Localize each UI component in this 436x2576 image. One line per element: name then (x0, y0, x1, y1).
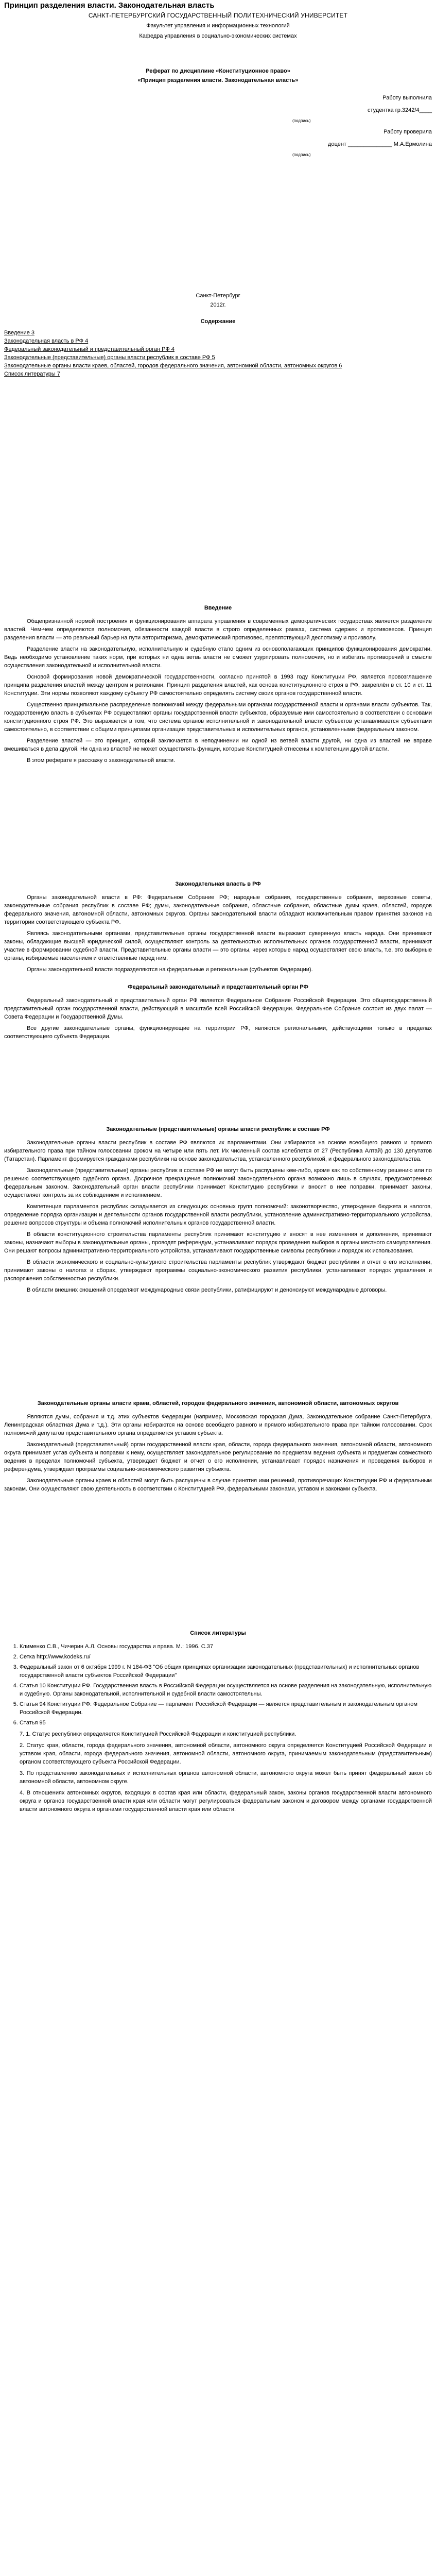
section-title: Законодательные (представительные) органы власти республик в составе РФ (106, 1126, 330, 1132)
paragraph: Законодательные органы власти республик в составе РФ являются их парламентами. Они избираются на основе всеобщего равного и прямого избирательного права при тайном голосовании сроком на четыре или пять лет. Их численный состав колеблется от 27 (Республика Алтай) до 130 депутатов (Татарстан). Парламент формируется гражданами республики на основе законодательства, установленного республикой, и федерального законодательства. (4, 1140, 432, 1162)
city: Санкт-Петербург (196, 293, 240, 299)
paragraph: Федеральный законодательный и представительный орган РФ является Федеральное Собрание Российской Федерации. Это общегосударственный представительный орган государственной власти, действующий в масштабе всей Российской Федерации. Федеральное Собрание состоит из двух палат — Совета Федерации и Государственной Думы. (4, 997, 432, 1020)
literature-list (20, 1642, 432, 1727)
list-item: 1. Клименко С.В., Чичерин А.Л. Основы государства и права. М.: 1996. С.37 (20, 1642, 432, 1651)
docent-line: доцент ______________ М.А.Ермолина (328, 141, 432, 147)
toc-item[interactable]: Введение 3 (4, 330, 34, 336)
section-title: Федеральный законодательный и представительный орган РФ (128, 984, 308, 990)
toc-item[interactable]: Федеральный законодательный и представительный орган РФ 4 (4, 346, 175, 352)
intro-title: Введение (204, 605, 232, 611)
paragraph: 4. В отношениях автономных округов, входящих в состав края или области, федеральный закон, законы органов государственной власти автономного округа и органов государственной власти края или области могут регулироваться федеральным законом и договором между органами государственной власти автономного округа и органами государственной власти края или области. (20, 1790, 432, 1812)
paragraph: Разделение властей — это принцип, который заключается в неподчинении ни одной из ветвей власти другой, ни одна из властей не вправе вмешиваться в дела другой. Ни одна из властей не может осуществлять функции, которые Конституцией отнесены к компетенции другой власти. (4, 738, 432, 752)
student-line: студентка гр.3242/4____ (368, 107, 432, 113)
toc-title: Содержание (200, 318, 236, 325)
toc-item[interactable]: Законодательные (представительные) органы власти республик в составе РФ 5 (4, 354, 215, 361)
paragraph: Общепризнанной нормой построения и функционирования аппарата управления в современных демократических государствах является разделение властей. Чем-чем определяются полномочия, обязанности каждой власти в строго определенных рамках, система сдержек и противовесов. Принцип разделения власти — это реальный барьер на пути авторитаризма, демократический противовес, препятствующий деспотизму и произволу. (4, 618, 432, 641)
paragraph: Органы законодательной власти в РФ: Федеральное Собрание РФ; народные собрания, государственные собрания, верховные советы, законодательные собрания республик в составе РФ; думы, законодательные собрания, областные собрания, областные думы краев, областей, городов федерального значения, автономной области, автономных округов. Органы законодательной власти обладают исключительным правом принятия законов на территории соответствующего субъекта РФ. (4, 894, 432, 925)
paragraph: В области конституционного строительства парламенты республик принимают конституцию и вносят в нее изменения и дополнения, принимают законы, назначают выборы в законодательные органы, проводят референдум, устанавливают порядок проведения выборов в органы местного самоуправления. Они решают вопросы административно-территориального устройства, устанавливают государственные символы республики и порядок их использования. (4, 1231, 432, 1254)
paragraph: Разделение власти на законодательную, исполнительную и судебную стало одним из основополагающих принципов функционирования демократии. Ведь необходимо установление таких норм, при которых ни одна ветвь власти не сможет узурпировать полномочия, но и избегать противоречий в смысле осуществления законодательной и исполнительной власти. (4, 646, 432, 669)
list-item: 3. Федеральный закон от 6 октября 1999 г. N 184-ФЗ "Об общих принципах организации законодательных (представительных) и исполнительных органов государственной власти субъектов Российской Федерации" (20, 1663, 432, 1680)
list-item: 2. Сетка http://www.kodeks.ru/ (20, 1653, 432, 1661)
paragraph: 7. 1. Статус республики определяется Конституцией Российской Федерации и конституцией республики. (20, 1731, 297, 1737)
paragraph: 2. Статус края, области, города федерального значения, автономной области, автономного округа определяется Конституцией Российской Федерации и уставом края, области, города федерального значения, автономной области, автономного округа, принимаемым законодательным (представительным) органом соответствующего субъекта Российской Федерации. (20, 1742, 432, 1765)
checked-label: Работу проверила (383, 129, 432, 135)
signature-caption: (подпись) (292, 118, 311, 123)
paragraph: Являются думы, собрания и т.д. этих субъектов Федерации (например, Московская городская Дума, Законодательное собрание Санкт-Петербурга, Ленинградская областная Дума и т.д.). Эти органы избираются на основе всеобщего равного и прямого избирательного права при тайном голосовании. Срок полномочий депутатов представительного органа определяется уставом субъекта. (4, 1414, 432, 1436)
paragraph: Являясь законодательными органами, представительные органы государственной власти выражают суверенную власть народа. Они принимают законы, обладающие высшей юридической силой, осуществляют контроль за деятельностью исполнительных органов государственной власти, принимают участие в формировании судебной власти. Представительные органы власти — это органы, через которые народ осуществляет свою власть, т.е. это выборные органы, избираемые населением и ответственные перед ним. (4, 930, 432, 961)
university-name: САНКТ-ПЕТЕРБУРГСКИЙ ГОСУДАРСТВЕННЫЙ ПОЛИТЕХНИЧЕСКИЙ УНИВЕРСИТЕТ (88, 12, 348, 19)
paragraph: В области экономического и социально-культурного строительства парламенты республик утверждают бюджет республики и отчет о его исполнении, принимают законы о налогах и сборах, утверждают программы социально-экономического развития республики, устанавливают порядок управления и распоряжения собственностью республики. (4, 1259, 432, 1282)
referat-title: Реферат по дисциплине «Конституционное право» (146, 68, 290, 74)
done-label: Работу выполнила (382, 95, 432, 101)
paragraph: В этом реферате я расскажу о законодательной власти. (27, 757, 176, 764)
toc-item[interactable]: Список литературы 7 (4, 371, 60, 377)
section-title: Законодательная власть в РФ (175, 881, 261, 887)
paragraph: Основой формирования новой демократической государственности, согласно принятой в 1993 году Конституции РФ, является провозглашение принципа разделения властей между центром и регионами. Принцип разделения властей, как основа конституционного строя в РФ, закреплён в ст. 10 и ст. 11 Конституции. Эти нормы позволяют каждому субъекту РФ самостоятельно определять систему своих органов государственной власти. (4, 674, 432, 697)
paragraph: Компетенция парламентов республик складывается из следующих основных групп полномочий: законотворчество, утверждение бюджета и налогов, определение порядка организации и деятельности органов государственной власти республики, установление административно-территориального устройства, решение вопросов структуры и объема полномочий исполнительных органов государственной власти. (4, 1204, 432, 1226)
paragraph: Законодательные органы краев и областей могут быть распущены в случае принятия ими решений, противоречащих Конституции РФ и федеральным законам. Они осуществляют свою деятельность в соответствии с Конституцией РФ, федеральными законами, уставом и законами субъекта. (4, 1478, 432, 1492)
literature-title: Список литературы (190, 1630, 246, 1636)
paragraph: Законодательный (представительный) орган государственной власти края, области, города федерального значения, автономной области, автономного округа принимает устав субъекта и поправки к нему, осуществляет законодательное регулирование по предметам ведения субъекта и предметам совместного ведения в пределах полномочий субъекта, утверждает бюджет и отчет о его исполнении, устанавливает порядок назначения и проведения выборов и референдума, утверждает программы социально-экономического развития субъекта. (4, 1442, 432, 1472)
list-item: 4. Статья 10 Конституции РФ. Государственная власть в Российской Федерации осуществляется на основе разделения на законодательную, исполнительную и судебную. Органы законодательной, исполнительной и судебной власти самостоятельны. (20, 1682, 432, 1698)
paragraph: Все другие законодательные органы, функционирующие на территории РФ, являются региональными, действующими только в пределах соответствующего субъекта Федерации. (4, 1025, 432, 1040)
signature-caption: (подпись) (292, 152, 311, 157)
toc-item[interactable]: Законодательные органы власти краев, областей, городов федерального значения, автономной области, автономных округов 6 (4, 363, 342, 369)
referat-topic: «Принцип разделения власти. Законодательная власть» (137, 77, 299, 83)
page-title: Принцип разделения власти. Законодательная власть (4, 1, 215, 10)
list-item: 5. Статья 94 Конституции РФ: Федеральное Собрание — парламент Российской Федерации — является представительным и законодательным органом Российской Федерации. (20, 1700, 432, 1717)
paragraph: 3. По представлению законодательных и исполнительных органов автономной области, автономного округа может быть принят федеральный закон об автономной области, автономном округе. (20, 1770, 432, 1785)
paragraph: Законодательные (представительные) органы республик в составе РФ не могут быть распущены кем-либо, кроме как по собственному решению или по решению соответствующего судебного органа. Досрочное прекращение полномочий законодательного органа возможно лишь в случаях, предусмотренных федеральным законом. Законодательный орган власти республики принимает Конституцию республики и вносит в нее поправки, принимает законы, осуществляет контроль за их соблюдением и исполнением. (4, 1167, 432, 1198)
table-of-contents (4, 329, 432, 378)
paragraph: В области внешних сношений определяют международные связи республики, ратифицируют и денонсируют международные договоры. (27, 1287, 387, 1293)
toc-item[interactable]: Законодательная власть в РФ 4 (4, 338, 89, 344)
paragraph: Существенно принципиальное распределение полномочий между федеральными органами государственной власти и органами власти субъектов. Так, государственную власть в субъектах РФ осуществляют органы государственной власти субъектов, образуемые ими самостоятельно в соответствии с основами конституционного строя РФ. Это выражается в том, что система органов исполнительной и законодательной власти субъектов устанавливается субъектами самостоятельно, в соответствии с общими принципами организации представительных и исполнительных органов, установленными федеральным законом. (4, 702, 432, 733)
list-item: 6. Статья 95 (20, 1719, 432, 1727)
department-name: Кафедра управления в социально-экономических системах (139, 33, 297, 39)
faculty-name: Факультет управления и информационных технологий (146, 23, 290, 29)
paragraph: Органы законодательной власти подразделяются на федеральные и региональные (субъектов Федерации). (27, 967, 313, 973)
signature-block (4, 94, 432, 158)
document-body (0, 11, 436, 1814)
year: 2012г. (210, 302, 226, 308)
section-title: Законодательные органы власти краев, областей, городов федерального значения, автономной области, автономных округов (37, 1400, 399, 1406)
